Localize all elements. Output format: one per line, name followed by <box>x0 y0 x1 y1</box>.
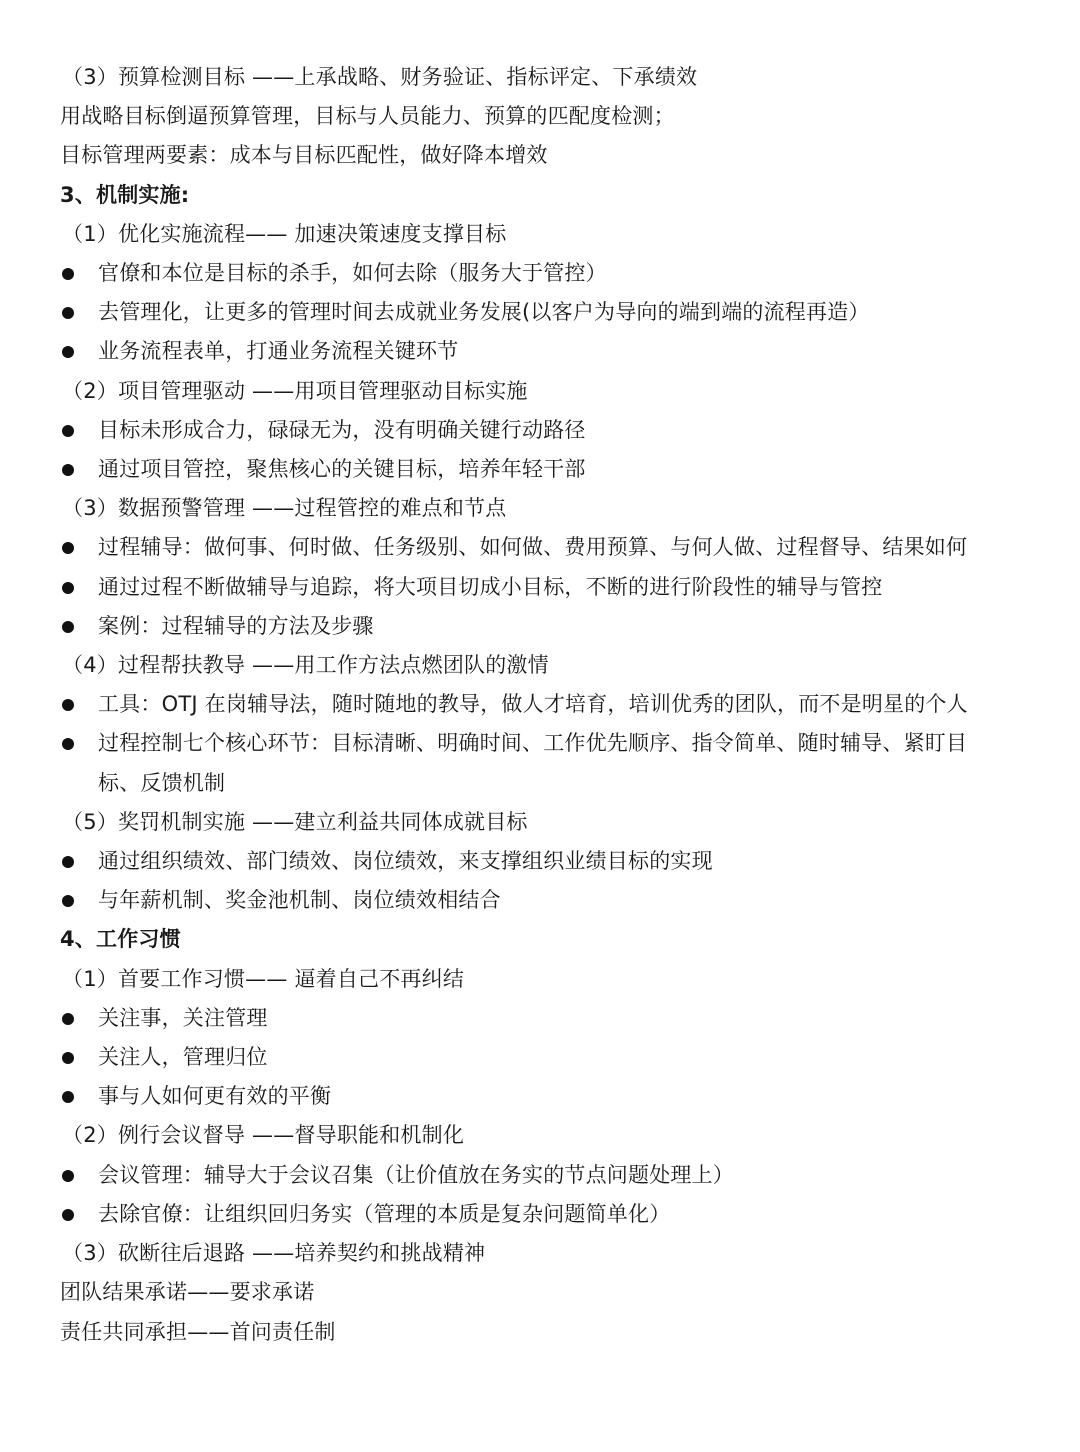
bullet-text: 会议管理：辅导大于会议召集（让价值放在务实的节点问题处理上） <box>98 1162 734 1187</box>
bullet-item <box>60 450 998 489</box>
bullet-item <box>60 411 998 450</box>
bullet-text: 目标未形成合力，碌碌无为，没有明确关键行动路径 <box>98 417 586 442</box>
bullet-item <box>60 1195 998 1234</box>
bullet-dot-icon <box>62 856 74 868</box>
bullet-text: 通过过程不断做辅导与追踪，将大项目切成小目标，不断的进行阶段性的辅导与管控 <box>98 574 883 599</box>
subsection-heading: （2）项目管理驱动 ——用项目管理驱动目标实施 <box>62 378 528 403</box>
bullet-item <box>60 293 998 332</box>
bullet-item <box>60 1038 998 1077</box>
bullet-text: 关注人，管理归位 <box>98 1045 268 1070</box>
bullet-item <box>60 724 998 802</box>
bullet-text: 去管理化，让更多的管理时间去成就业务发展(以客户为导向的端到端的流程再造） <box>98 300 870 325</box>
subsection-heading: （3）预算检测目标 ——上承战略、财务验证、指标评定、下承绩效 <box>62 65 698 89</box>
text-line: 目标管理两要素：成本与目标匹配性，做好降本增效 <box>60 143 548 168</box>
bullet-text: 业务流程表单，打通业务流程关键环节 <box>98 339 459 364</box>
bullet-item <box>60 999 998 1038</box>
subsection-heading: （3）砍断往后退路 ——培养契约和挑战精神 <box>62 1241 486 1266</box>
bullet-item <box>60 1156 998 1195</box>
bullet-dot-icon <box>62 1013 74 1025</box>
bullet-text: 与年薪机制、奖金池机制、岗位绩效相结合 <box>98 888 501 913</box>
subsection-heading: （5）奖罚机制实施 ——建立利益共同体成就目标 <box>62 809 528 834</box>
bullet-dot-icon <box>62 1052 74 1064</box>
document-body <box>60 58 1020 1352</box>
bullet-item <box>60 685 998 724</box>
bullet-dot-icon <box>62 738 74 750</box>
bullet-item <box>60 254 998 293</box>
subsection-heading: （2）例行会议督导 ——督导职能和机制化 <box>62 1123 465 1148</box>
bullet-dot-icon <box>62 307 74 319</box>
section-heading: 3、机制实施: <box>60 182 190 207</box>
bullet-item <box>60 1077 998 1116</box>
text-line: 团队结果承诺——要求承诺 <box>60 1280 315 1305</box>
bullet-dot-icon <box>62 895 74 907</box>
bullet-dot-icon <box>62 268 74 280</box>
bullet-dot-icon <box>62 346 74 358</box>
bullet-item <box>60 528 998 567</box>
bullet-text: 过程控制七个核心环节：目标清晰、明确时间、工作优先顺序、指令简单、随时辅导、紧盯目标、反馈机制 <box>98 731 968 795</box>
subsection-heading: （3）数据预警管理 ——过程管控的难点和节点 <box>62 496 507 521</box>
bullet-text: 官僚和本位是目标的杀手，如何去除（服务大于管控） <box>98 261 607 286</box>
bullet-text: 去除官僚：让组织回归务实（管理的本质是复杂问题简单化） <box>98 1201 671 1226</box>
bullet-dot-icon <box>62 699 74 711</box>
bullet-dot-icon <box>62 1091 74 1103</box>
bullet-dot-icon <box>62 1170 74 1182</box>
subsection-heading: （1）首要工作习惯—— 逼着自己不再纠结 <box>62 966 465 991</box>
bullet-text: 通过项目管控，聚焦核心的关键目标，培养年轻干部 <box>98 457 586 482</box>
bullet-text: 通过组织绩效、部门绩效、岗位绩效，来支撑组织业绩目标的实现 <box>98 849 713 874</box>
bullet-dot-icon <box>62 425 74 437</box>
bullet-item <box>60 842 998 881</box>
bullet-text: 工具：OTJ 在岗辅导法，随时随地的教导，做人才培育，培训优秀的团队，而不是明星的个人 <box>98 692 968 717</box>
bullet-dot-icon <box>62 542 74 554</box>
bullet-dot-icon <box>62 621 74 633</box>
bullet-dot-icon <box>62 1209 74 1221</box>
bullet-item <box>60 881 998 920</box>
text-line: 责任共同承担——首问责任制 <box>60 1319 336 1344</box>
bullet-item <box>60 607 998 646</box>
bullet-item <box>60 332 998 371</box>
bullet-text: 案例：过程辅导的方法及步骤 <box>98 613 374 638</box>
section-heading: 4、工作习惯 <box>60 927 181 952</box>
bullet-dot-icon <box>62 582 74 594</box>
bullet-text: 关注事，关注管理 <box>98 1005 268 1030</box>
bullet-dot-icon <box>62 464 74 476</box>
subsection-heading: （4）过程帮扶教导 ——用工作方法点燃团队的激情 <box>62 653 549 678</box>
subsection-heading: （1）优化实施流程—— 加速决策速度支撑目标 <box>62 221 507 246</box>
bullet-item <box>60 568 998 607</box>
text-line: 用战略目标倒逼预算管理，目标与人员能力、预算的匹配度检测； <box>60 104 675 129</box>
bullet-text: 过程辅导：做何事、何时做、任务级别、如何做、费用预算、与何人做、过程督导、结果如何 <box>98 535 968 560</box>
bullet-text: 事与人如何更有效的平衡 <box>98 1084 332 1109</box>
